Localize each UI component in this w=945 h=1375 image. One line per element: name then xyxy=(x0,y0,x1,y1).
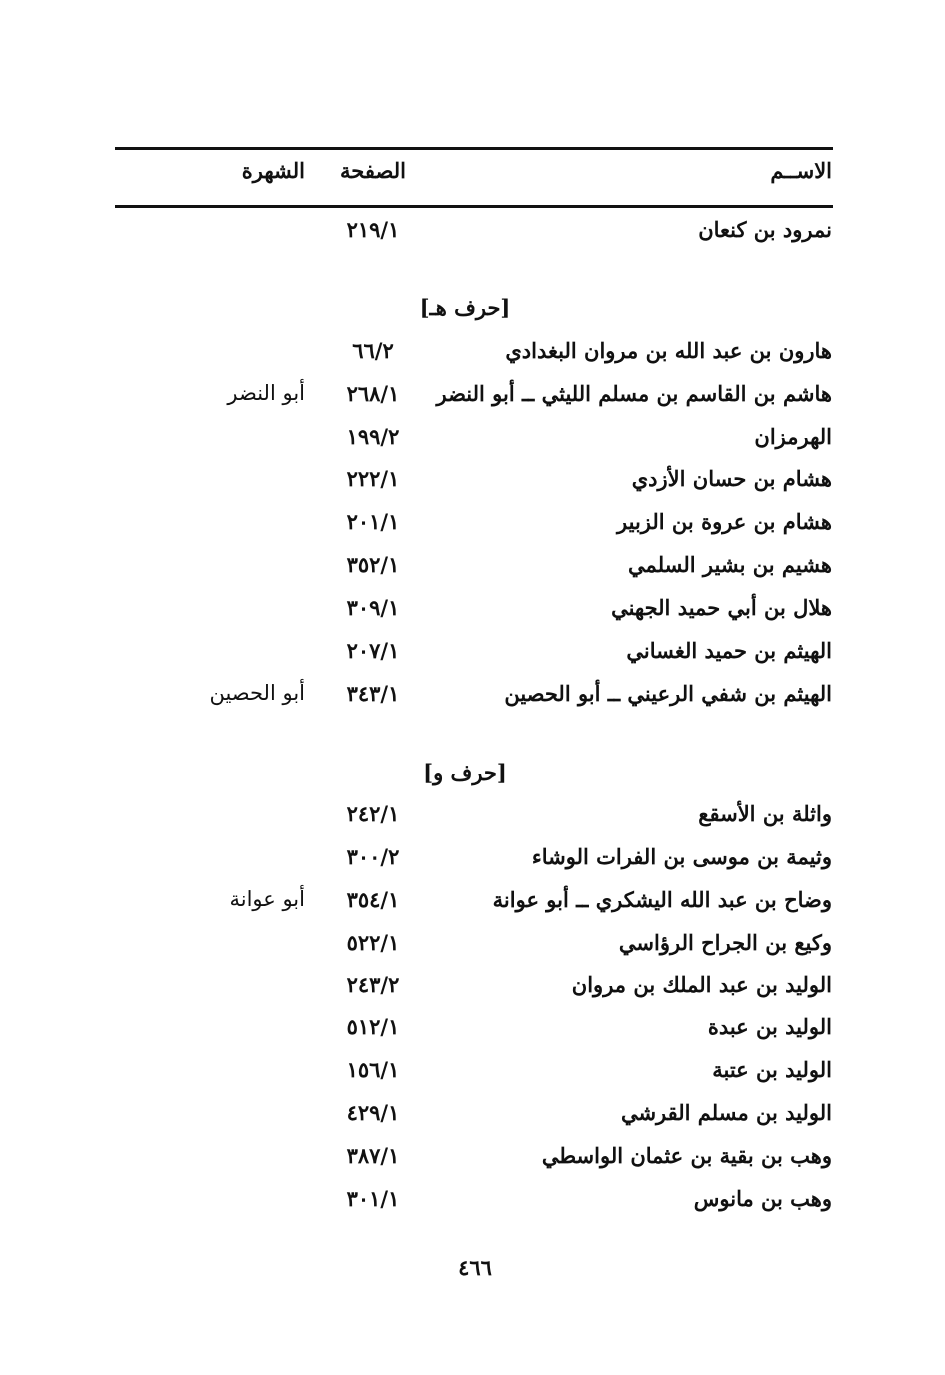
entry-fame: أبو الحصين xyxy=(209,681,305,705)
entry-name: هلال بن أبي حميد الجهني xyxy=(611,595,832,620)
list-item xyxy=(0,1100,945,1140)
entry-name: الوليد بن عتبة xyxy=(712,1057,832,1082)
list-item xyxy=(0,509,945,549)
list-item xyxy=(0,381,945,421)
table-header xyxy=(0,158,945,198)
entry-page: ٢١٩/١ xyxy=(346,217,400,242)
list-item xyxy=(0,1186,945,1226)
entry-page: ٣٥٢/١ xyxy=(346,552,400,577)
entry-page: ٥١٢/١ xyxy=(346,1014,400,1039)
section-title-ha: [حرف هـ] xyxy=(419,295,511,320)
list-item xyxy=(0,801,945,841)
entry-page: ٢٤٢/١ xyxy=(346,801,400,826)
entry-page: ٦٦/٢ xyxy=(352,338,394,363)
entry-page: ٥٢٢/١ xyxy=(346,930,400,955)
entry-name: هشام بن عروة بن الزبير xyxy=(617,509,832,534)
list-item xyxy=(0,217,945,257)
entry-page: ١٩٩/٢ xyxy=(346,424,400,449)
list-item xyxy=(0,424,945,464)
list-item xyxy=(0,681,945,721)
header-bottom-rule xyxy=(115,205,833,208)
entry-name: هارون بن عبد الله بن مروان البغدادي xyxy=(505,338,832,363)
entry-name: هشيم بن بشير السلمي xyxy=(628,552,832,577)
list-item xyxy=(0,972,945,1012)
entry-name: الهيثم بن شفي الرعيني ــ أبو الحصين xyxy=(504,681,832,706)
page-number: ٤٦٦ xyxy=(458,1255,492,1280)
entry-name: الهرمزان xyxy=(754,424,832,449)
entry-page: ٣٨٧/١ xyxy=(346,1143,400,1168)
header-fame: الشهرة xyxy=(241,158,305,183)
list-item xyxy=(0,930,945,970)
entry-name: وهب بن مانوس xyxy=(693,1186,832,1211)
entry-page: ٢٠١/١ xyxy=(346,509,400,534)
entry-name: نمرود بن كنعان xyxy=(698,217,832,242)
entry-page: ٤٢٩/١ xyxy=(346,1100,400,1125)
entry-name: هاشم بن القاسم بن مسلم الليثي ــ أبو النضر xyxy=(436,381,832,406)
entry-page: ٣٠٩/١ xyxy=(346,595,400,620)
list-item xyxy=(0,595,945,635)
list-item xyxy=(0,844,945,884)
entry-page: ٣٠١/١ xyxy=(346,1186,400,1211)
entry-name: الوليد بن عبد الملك بن مروان xyxy=(571,972,832,997)
header-page: الصفحة xyxy=(340,158,406,183)
entry-page: ٢٦٨/١ xyxy=(346,381,400,406)
list-item xyxy=(0,1057,945,1097)
header-name: الاســم xyxy=(770,158,832,183)
list-item xyxy=(0,552,945,592)
entry-page: ٣٠٠/٢ xyxy=(346,844,400,869)
entry-page: ٢٤٣/٢ xyxy=(346,972,400,997)
entry-page: ٣٤٣/١ xyxy=(346,681,400,706)
entry-name: هشام بن حسان الأزدي xyxy=(631,466,832,491)
entry-fame: أبو النضر xyxy=(227,381,305,405)
list-item xyxy=(0,1014,945,1054)
list-item xyxy=(0,466,945,506)
list-item xyxy=(0,338,945,378)
entry-fame: أبو عوانة xyxy=(229,887,305,911)
entry-page: ٣٥٤/١ xyxy=(346,887,400,912)
entry-name: الوليد بن مسلم القرشي xyxy=(620,1100,832,1125)
section-title-waw: [حرف و] xyxy=(423,760,507,785)
entry-page: ٢٢٢/١ xyxy=(346,466,400,491)
list-item xyxy=(0,1143,945,1183)
list-item xyxy=(0,887,945,927)
entry-name: وكيع بن الجراح الرؤاسي xyxy=(618,930,832,955)
list-item xyxy=(0,638,945,678)
entry-page: ١٥٦/١ xyxy=(346,1057,400,1082)
entry-page: ٢٠٧/١ xyxy=(346,638,400,663)
entry-name: وضاح بن عبد الله اليشكري ــ أبو عوانة xyxy=(492,887,832,912)
entry-name: وثيمة بن موسى بن الفرات الوشاء xyxy=(531,844,832,869)
header-top-rule xyxy=(115,147,833,150)
entry-name: الوليد بن عبدة xyxy=(707,1014,832,1039)
entry-name: واثلة بن الأسقع xyxy=(698,801,832,826)
entry-name: وهب بن بقية بن عثمان الواسطي xyxy=(541,1143,832,1168)
entry-name: الهيثم بن حميد الغساني xyxy=(626,638,832,663)
